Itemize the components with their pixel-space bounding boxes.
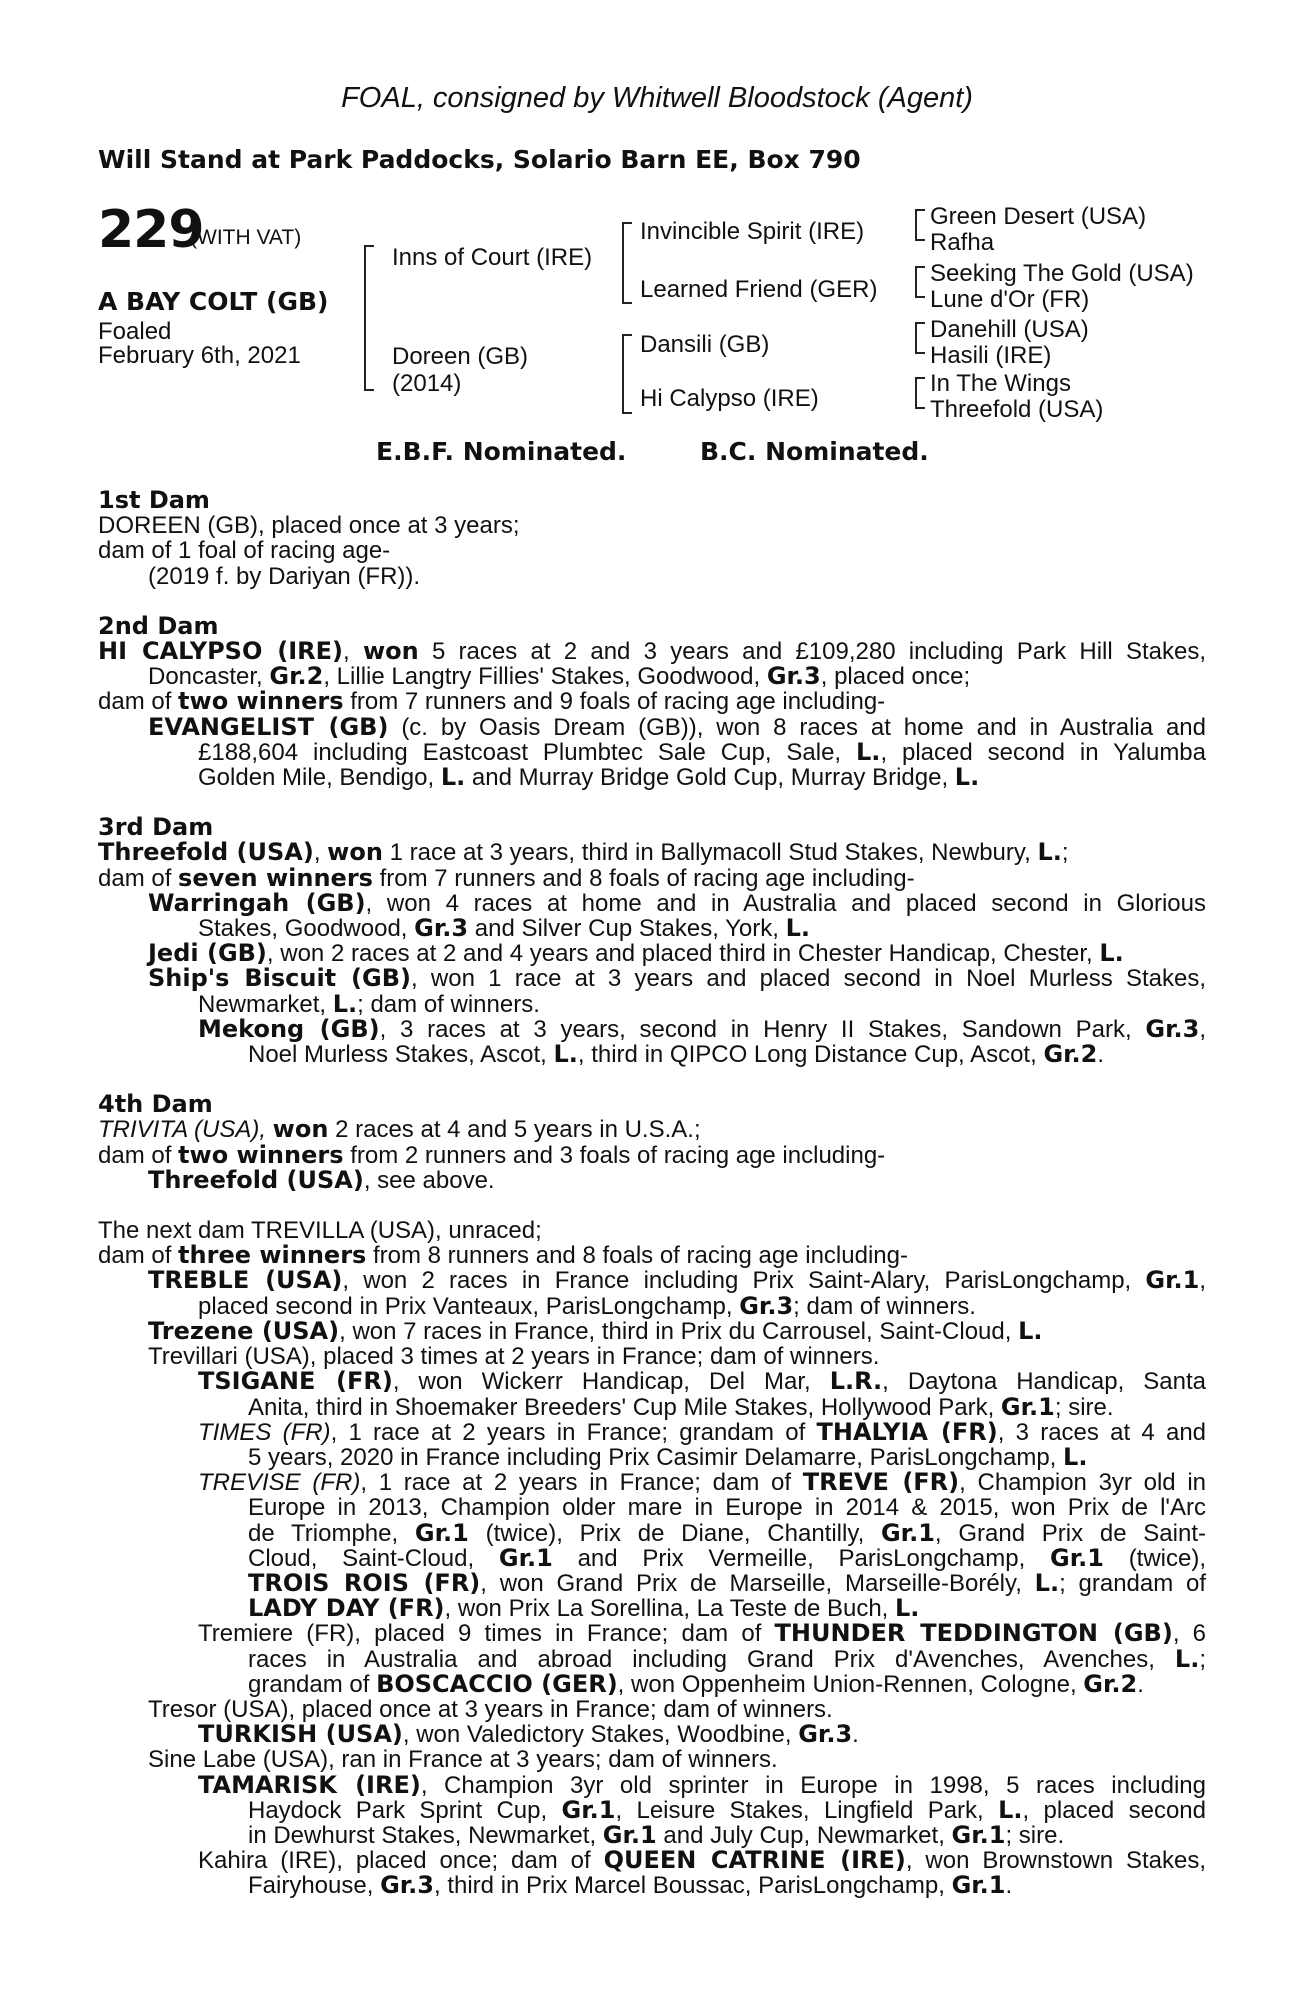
dam-name: Doreen (GB) — [392, 343, 529, 370]
ancestor-g4: Lune d'Or (FR) — [930, 286, 1090, 313]
horse-name: HI CALYPSO (IRE) — [98, 637, 344, 666]
dam2-line: Golden Mile, Bendigo, L. and Murray Bridge Gold Cup, Murray Bridge, L. — [198, 763, 980, 792]
pedigree-brace — [915, 322, 925, 354]
dam2-heading: 2nd Dam — [98, 611, 219, 640]
dam2-line: £188,604 including Eastcoast Plumbtec Sale Cup, Sale, L., placed second in Yalumba — [198, 737, 1207, 766]
ancestor-g2: Rafha — [930, 229, 995, 256]
dam2-line: dam of two winners from 7 runners and 9 foals of racing age including- — [98, 687, 886, 716]
sire-sire: Invincible Spirit (IRE) — [640, 218, 865, 245]
sire-dam: Learned Friend (GER) — [640, 276, 878, 303]
dam3-line: Stakes, Goodwood, Gr.3 and Silver Cup Stakes, York, L. — [198, 914, 811, 943]
ancestor-g5: Danehill (USA) — [930, 316, 1089, 343]
horse-name: Threefold (USA) — [148, 1165, 364, 1194]
dam3-line: Jedi (GB), won 2 races at 2 and 4 years and placed third in Chester Handicap, Chester, L. — [148, 939, 1124, 968]
next-dam-line: LADY DAY (FR), won Prix La Sorellina, La Teste de Buch, L. — [248, 1594, 920, 1623]
dam4-line: TRIVITA (USA), won 2 races at 4 and 5 years in U.S.A.; — [98, 1115, 701, 1144]
horse-name: Jedi (GB) — [148, 939, 267, 968]
next-dam-line: in Dewhurst Stakes, Newmarket, Gr.1 and July Cup, Newmarket, Gr.1; sire. — [248, 1820, 1065, 1849]
next-dam-line: grandam of BOSCACCIO (GER), won Oppenheim Union-Rennen, Cologne, Gr.2. — [248, 1669, 1144, 1698]
horse-name: Threefold (USA) — [98, 838, 314, 867]
pedigree-brace — [915, 377, 925, 409]
pedigree-brace — [622, 334, 632, 414]
next-dam-line: 5 years, 2020 in France including Prix Casimir Delamarre, ParisLongchamp, L. — [248, 1442, 1088, 1471]
pedigree-brace — [915, 266, 925, 298]
horse-name: Ship's Biscuit (GB) — [148, 964, 411, 993]
next-dam-line: Trevillari (USA), placed 3 times at 2 years in France; dam of winners. — [148, 1343, 880, 1371]
vat-note: (WITH VAT) — [190, 226, 302, 249]
horse-name: TREBLE (USA) — [148, 1266, 343, 1295]
dam4-line: dam of two winners from 2 runners and 3 foals of racing age including- — [98, 1140, 886, 1169]
catalogue-header: FOAL, consigned by Whitwell Bloodstock (Agent) — [341, 82, 973, 114]
ancestor-g8: Threefold (USA) — [930, 396, 1104, 423]
next-dam-line: The next dam TREVILLA (USA), unraced; — [98, 1217, 542, 1245]
dam3-line: Warringah (GB), won 4 races at home and in Australia and placed second in Glorious — [148, 888, 1206, 917]
dam2-line: HI CALYPSO (IRE), won 5 races at 2 and 3 years and £109,280 including Park Hill Stakes, — [98, 637, 1206, 666]
pedigree-details — [98, 488, 1206, 1899]
ancestor-g1: Green Desert (USA) — [930, 203, 1147, 230]
next-dam-line: TREBLE (USA), won 2 races in France including Prix Saint-Alary, ParisLongchamp, Gr.1, — [148, 1266, 1207, 1295]
dam2-line: Doncaster, Gr.2, Lillie Langtry Fillies' Stakes, Goodwood, Gr.3, placed once; — [148, 662, 971, 691]
sire-name: Inns of Court (IRE) — [392, 244, 593, 271]
won-label: won — [362, 637, 419, 666]
dam1-heading: 1st Dam — [98, 486, 210, 514]
dam1-line: (2019 f. by Dariyan (FR)). — [148, 562, 421, 590]
next-dam-line: races in Australia and abroad including Grand Prix d'Avenches, Avenches, L.; — [248, 1644, 1207, 1673]
dam2-line: EVANGELIST (GB) (c. by Oasis Dream (GB)), won 8 races at home and in Australia and — [148, 712, 1206, 741]
next-dam-line: Trezene (USA), won 7 races in France, third in Prix du Carrousel, Saint-Cloud, L. — [148, 1316, 1043, 1345]
next-dam-line: TSIGANE (FR), won Wickerr Handicap, Del Mar, L.R., Daytona Handicap, Santa — [198, 1367, 1207, 1396]
dam3-line: Newmarket, L.; dam of winners. — [198, 989, 540, 1018]
ebf-nominated: E.B.F. Nominated. — [376, 437, 627, 466]
lot-number: 229 — [98, 200, 204, 260]
next-dam-line: TURKISH (USA), won Valedictory Stakes, Woodbine, Gr.3. — [198, 1720, 859, 1749]
next-dam-line: placed second in Prix Vanteaux, ParisLongchamp, Gr.3; dam of winners. — [198, 1291, 976, 1320]
next-dam-line: Kahira (IRE), placed once; dam of QUEEN CATRINE (IRE), won Brownstown Stakes, — [198, 1846, 1206, 1875]
pedigree-brace — [915, 209, 925, 241]
foaled-date: February 6th, 2021 — [98, 342, 301, 369]
ancestor-g7: In The Wings — [930, 370, 1071, 397]
dam4-line: Threefold (USA), see above. — [148, 1165, 495, 1194]
dam3-line: Ship's Biscuit (GB), won 1 race at 3 years and placed second in Noel Murless Stakes, — [148, 964, 1206, 993]
dam3-line: Mekong (GB), 3 races at 3 years, second in Henry II Stakes, Sandown Park, Gr.3, — [198, 1014, 1207, 1043]
horse-name: Mekong (GB) — [198, 1014, 380, 1043]
horse-name: Trezene (USA) — [148, 1316, 340, 1345]
dam-year: (2014) — [392, 370, 462, 397]
pedigree-brace — [622, 222, 632, 304]
next-dam-line: Fairyhouse, Gr.3, third in Prix Marcel Boussac, ParisLongchamp, Gr.1. — [248, 1871, 1013, 1900]
dam3-line: dam of seven winners from 7 runners and 8 foals of racing age including- — [98, 863, 915, 892]
horse-name: Warringah (GB) — [148, 888, 366, 917]
horse-name: TSIGANE (FR) — [198, 1367, 393, 1396]
stand-location: Will Stand at Park Paddocks, Solario Barn EE, Box 790 — [98, 145, 861, 174]
next-dam-line: Tremiere (FR), placed 9 times in France; dam of THUNDER TEDDINGTON (GB), 6 — [198, 1619, 1207, 1648]
lot-description: A BAY COLT (GB) — [98, 287, 329, 316]
next-dam-line: Anita, third in Shoemaker Breeders' Cup Mile Stakes, Hollywood Park, Gr.1; sire. — [248, 1392, 1114, 1421]
next-dam-line: Haydock Park Sprint Cup, Gr.1, Leisure Stakes, Lingfield Park, L., placed second — [248, 1795, 1207, 1824]
next-dam-line: dam of three winners from 8 runners and 8 foals of racing age including- — [98, 1241, 908, 1270]
pedigree-brace — [364, 245, 374, 391]
next-dam-line: de Triomphe, Gr.1 (twice), Prix de Diane, Chantilly, Gr.1, Grand Prix de Saint- — [248, 1518, 1206, 1547]
next-dam-line: TROIS ROIS (FR), won Grand Prix de Marseille, Marseille-Borély, L.; grandam of — [248, 1568, 1207, 1597]
next-dam-line: TIMES (FR), 1 race at 2 years in France; grandam of THALYIA (FR), 3 races at 4 and — [198, 1417, 1207, 1446]
next-dam-line: TAMARISK (IRE), Champion 3yr old sprinter in Europe in 1998, 5 races including — [198, 1770, 1206, 1799]
dam-dam: Hi Calypso (IRE) — [640, 385, 819, 412]
dam-sire: Dansili (GB) — [640, 331, 770, 358]
ancestor-g6: Hasili (IRE) — [930, 342, 1052, 369]
dam3-heading: 3rd Dam — [98, 813, 214, 842]
dam3-line: Threefold (USA), won 1 race at 3 years, third in Ballymacoll Stud Stakes, Newbury, L.; — [98, 838, 1069, 867]
bc-nominated: B.C. Nominated. — [700, 437, 929, 466]
dam3-line: Noel Murless Stakes, Ascot, L., third in QIPCO Long Distance Cup, Ascot, Gr.2. — [248, 1040, 1105, 1069]
next-dam-line: Europe in 2013, Champion older mare in Europe in 2014 & 2015, won Prix de l'Arc — [248, 1494, 1206, 1522]
dam4-heading: 4th Dam — [98, 1090, 213, 1119]
horse-name: EVANGELIST (GB) — [148, 712, 389, 741]
dam1-line: DOREEN (GB), placed once at 3 years; — [98, 512, 520, 540]
next-dam-line: Sine Labe (USA), ran in France at 3 years; dam of winners. — [148, 1746, 778, 1774]
ancestor-g3: Seeking The Gold (USA) — [930, 260, 1194, 287]
next-dam-line: Cloud, Saint-Cloud, Gr.1 and Prix Vermeille, ParisLongchamp, Gr.1 (twice), — [248, 1543, 1207, 1572]
dam1-line: dam of 1 foal of racing age- — [98, 537, 391, 565]
foaled-label: Foaled — [98, 318, 172, 345]
next-dam-line: Tresor (USA), placed once at 3 years in France; dam of winners. — [148, 1695, 833, 1723]
next-dam-line: TREVISE (FR), 1 race at 2 years in France; dam of TREVE (FR), Champion 3yr old in — [198, 1468, 1206, 1497]
